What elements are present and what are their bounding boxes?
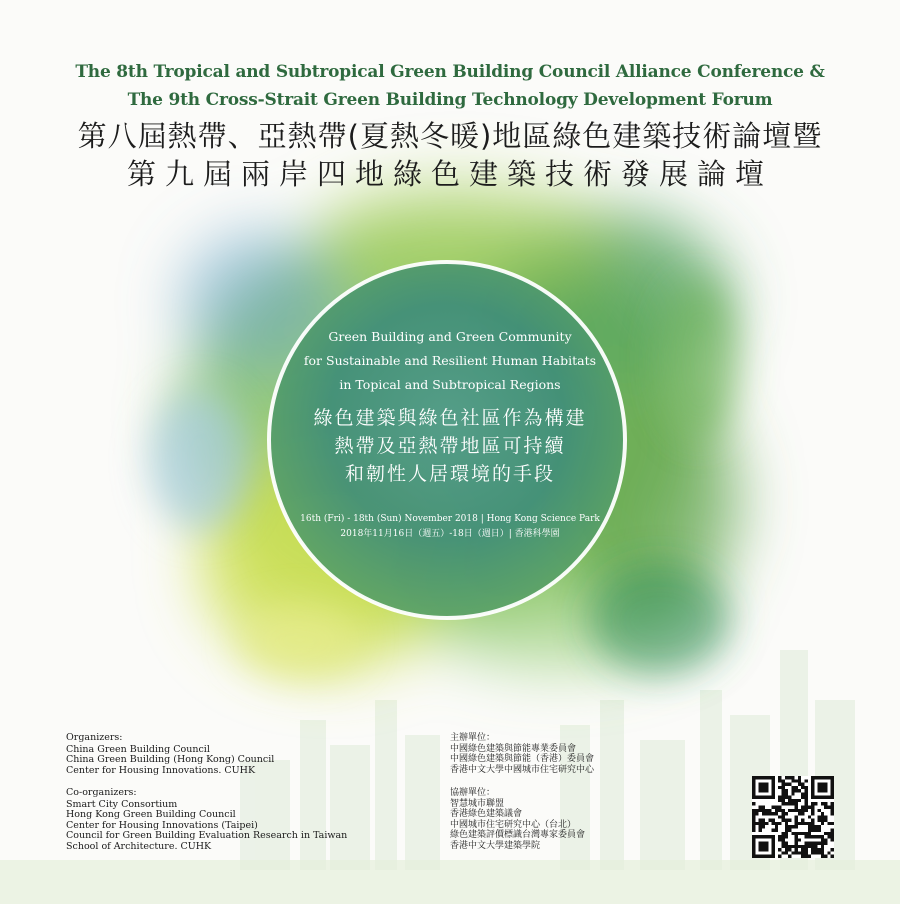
organizers-zh (450, 733, 594, 775)
title-en-line1: The 8th Tropical and Subtropical Green Building Council Alliance Conference & (75, 62, 825, 82)
organizer-zh-item: 中國綠色建築與節能專業委員會 (450, 743, 577, 754)
organizers-zh-heading: 主辦單位： (450, 733, 496, 743)
organizer-en-item: Center for Housing Innovations. CUHK (66, 764, 256, 776)
theme-en-line1: Green Building and Green Community (328, 329, 572, 344)
co-organizer-zh-item: 綠色建築評價標識台灣專家委員會 (450, 830, 586, 840)
co-organizer-en-item: Smart City Consortium (66, 798, 178, 810)
co-organizers-zh (450, 788, 585, 851)
organizer-en-item: China Green Building (Hong Kong) Council (66, 754, 275, 765)
co-organizer-zh-item: 智慧城市聯盟 (450, 798, 505, 809)
title-en-line2: The 9th Cross-Strait Green Building Technology Development Forum (127, 90, 773, 110)
co-organizer-en-item: School of Architecture. CUHK (66, 840, 212, 852)
title-zh-line2: 第九屆兩岸四地綠色建築技術發展論壇 (126, 157, 773, 191)
title-zh-line1: 第八屆熱帶、亞熱帶(夏熱冬暖)地區綠色建築技術論壇暨 (77, 119, 823, 153)
organizer-en-item: China Green Building Council (66, 743, 210, 755)
co-organizers-zh-heading: 協辦單位： (450, 788, 496, 798)
organizer-zh-item: 中國綠色建築與節能（香港）委員會 (450, 754, 595, 764)
organizers-en-heading: Organizers: (66, 732, 123, 743)
theme-en-line2: for Sustainable and Resilient Human Habitats (303, 353, 597, 368)
co-organizers-en-heading: Co-organizers: (66, 787, 137, 798)
organizer-zh-item: 香港中文大學中國城市住宅研究中心 (450, 764, 595, 775)
event-date-venue-zh: 2018年11月16日（週五）-18日（週日）| 香港科學園 (340, 529, 560, 539)
co-organizer-zh-item: 中國城市住宅研究中心（台北） (450, 819, 577, 830)
organizers-en (66, 733, 274, 776)
theme-en-line3: in Topical and Subtropical Regions (339, 377, 561, 392)
theme-zh-line1: 綠色建築與綠色社區作為構建 (313, 407, 587, 429)
co-organizer-zh-item: 香港中文大學建築學院 (450, 840, 541, 851)
co-organizer-en-item: Center for Housing Innovations (Taipei) (66, 819, 258, 831)
theme-zh-line3: 和韌性人居環境的手段 (344, 463, 555, 485)
co-organizer-en-item: Hong Kong Green Building Council (66, 809, 236, 820)
event-date-venue-en: 16th (Fri) - 18th (Sun) November 2018 | Hong Kong Science Park (300, 514, 600, 524)
co-organizer-zh-item: 香港綠色建築議會 (450, 809, 523, 819)
theme-zh-line2: 熱帶及亞熱帶地區可持續 (334, 435, 566, 457)
co-organizers-en (66, 788, 347, 852)
qr-code-icon[interactable] (752, 776, 834, 858)
co-organizer-en-item: Council for Green Building Evaluation Research in Taiwan (66, 830, 348, 841)
